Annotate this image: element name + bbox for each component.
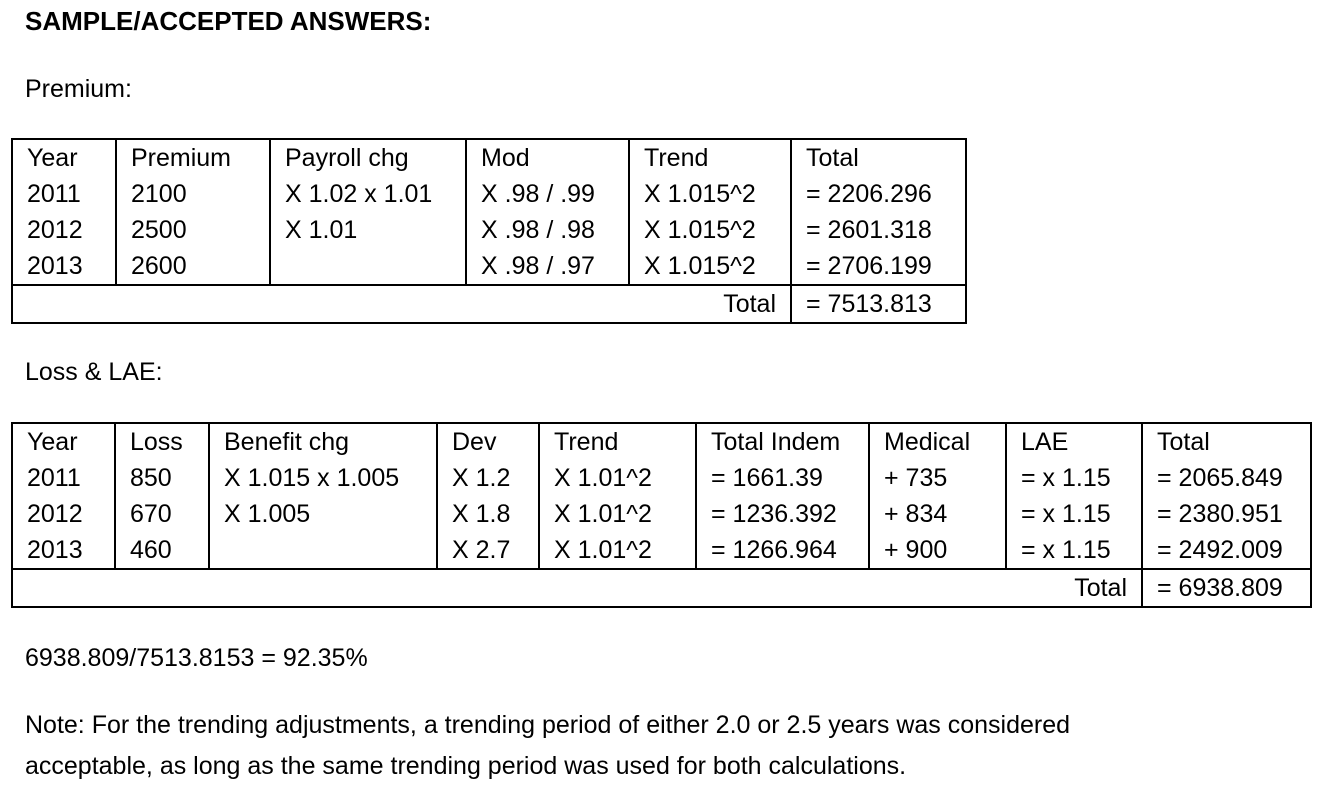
premium-cell: X 1.015^2 <box>629 212 791 248</box>
loss-cell: X 1.01^2 <box>539 496 696 532</box>
premium-cell: X 1.02 x 1.01 <box>270 176 466 212</box>
premium-cell: X 1.01 <box>270 212 466 248</box>
loss-header-benefit-chg: Benefit chg <box>209 423 437 460</box>
loss-cell: = 1266.964 <box>696 532 869 569</box>
loss-header-total: Total <box>1142 423 1311 460</box>
loss-row <box>12 496 1311 532</box>
loss-cell: = x 1.15 <box>1006 496 1142 532</box>
premium-total-row <box>12 285 966 323</box>
loss-cell: X 2.7 <box>437 532 539 569</box>
loss-header-lae: LAE <box>1006 423 1142 460</box>
loss-header-row <box>12 423 1311 460</box>
loss-header-dev: Dev <box>437 423 539 460</box>
premium-cell: X .98 / .98 <box>466 212 629 248</box>
loss-cell: = 1236.392 <box>696 496 869 532</box>
premium-total-label: Total <box>12 285 791 323</box>
premium-header-payroll-chg: Payroll chg <box>270 139 466 176</box>
loss-header-year: Year <box>12 423 115 460</box>
premium-header-year: Year <box>12 139 116 176</box>
premium-header-trend: Trend <box>629 139 791 176</box>
loss-cell: = x 1.15 <box>1006 460 1142 496</box>
loss-total-label: Total <box>12 569 1142 607</box>
premium-cell: X 1.015^2 <box>629 248 791 285</box>
premium-row <box>12 212 966 248</box>
loss-cell: X 1.8 <box>437 496 539 532</box>
loss-cell: 2011 <box>12 460 115 496</box>
loss-cell: = 2065.849 <box>1142 460 1311 496</box>
loss-row <box>12 532 1311 569</box>
loss-table <box>11 422 1312 608</box>
premium-header-row <box>12 139 966 176</box>
loss-cell: + 834 <box>869 496 1006 532</box>
loss-cell: X 1.2 <box>437 460 539 496</box>
loss-header-medical: Medical <box>869 423 1006 460</box>
loss-row <box>12 460 1311 496</box>
premium-cell: = 2706.199 <box>791 248 966 285</box>
loss-ratio-result: 6938.809/7513.8153 = 92.35% <box>25 644 368 672</box>
loss-section-label: Loss & LAE: <box>25 358 163 386</box>
premium-cell: 2500 <box>116 212 270 248</box>
note-line-2: acceptable, as long as the same trending period was used for both calculations. <box>25 752 907 780</box>
loss-cell <box>209 532 437 569</box>
premium-table <box>11 138 967 324</box>
loss-cell: + 900 <box>869 532 1006 569</box>
loss-cell: + 735 <box>869 460 1006 496</box>
loss-total-value: = 6938.809 <box>1142 569 1311 607</box>
premium-total-value: = 7513.813 <box>791 285 966 323</box>
loss-cell: X 1.01^2 <box>539 532 696 569</box>
loss-header-trend: Trend <box>539 423 696 460</box>
loss-cell: X 1.015 x 1.005 <box>209 460 437 496</box>
premium-cell: 2100 <box>116 176 270 212</box>
loss-cell: 850 <box>115 460 209 496</box>
premium-cell: = 2206.296 <box>791 176 966 212</box>
premium-cell: X .98 / .97 <box>466 248 629 285</box>
premium-cell: X .98 / .99 <box>466 176 629 212</box>
loss-cell: 460 <box>115 532 209 569</box>
premium-cell: 2012 <box>12 212 116 248</box>
premium-cell: X 1.015^2 <box>629 176 791 212</box>
loss-header-total-indem: Total Indem <box>696 423 869 460</box>
loss-cell: 2013 <box>12 532 115 569</box>
loss-cell: 670 <box>115 496 209 532</box>
premium-header-total: Total <box>791 139 966 176</box>
loss-cell: = 2492.009 <box>1142 532 1311 569</box>
premium-cell: 2600 <box>116 248 270 285</box>
premium-cell: = 2601.318 <box>791 212 966 248</box>
loss-cell: X 1.01^2 <box>539 460 696 496</box>
premium-section-label: Premium: <box>25 75 132 103</box>
premium-cell <box>270 248 466 285</box>
premium-header-premium: Premium <box>116 139 270 176</box>
page-heading: SAMPLE/ACCEPTED ANSWERS: <box>25 6 432 36</box>
loss-cell: = 1661.39 <box>696 460 869 496</box>
premium-row <box>12 248 966 285</box>
loss-cell: 2012 <box>12 496 115 532</box>
premium-cell: 2013 <box>12 248 116 285</box>
loss-header-loss: Loss <box>115 423 209 460</box>
note-line-1: Note: For the trending adjustments, a trending period of either 2.0 or 2.5 years was considered <box>25 711 1071 739</box>
premium-row <box>12 176 966 212</box>
premium-cell: 2011 <box>12 176 116 212</box>
loss-cell: = x 1.15 <box>1006 532 1142 569</box>
premium-header-mod: Mod <box>466 139 629 176</box>
loss-total-row <box>12 569 1311 607</box>
loss-cell: X 1.005 <box>209 496 437 532</box>
loss-cell: = 2380.951 <box>1142 496 1311 532</box>
